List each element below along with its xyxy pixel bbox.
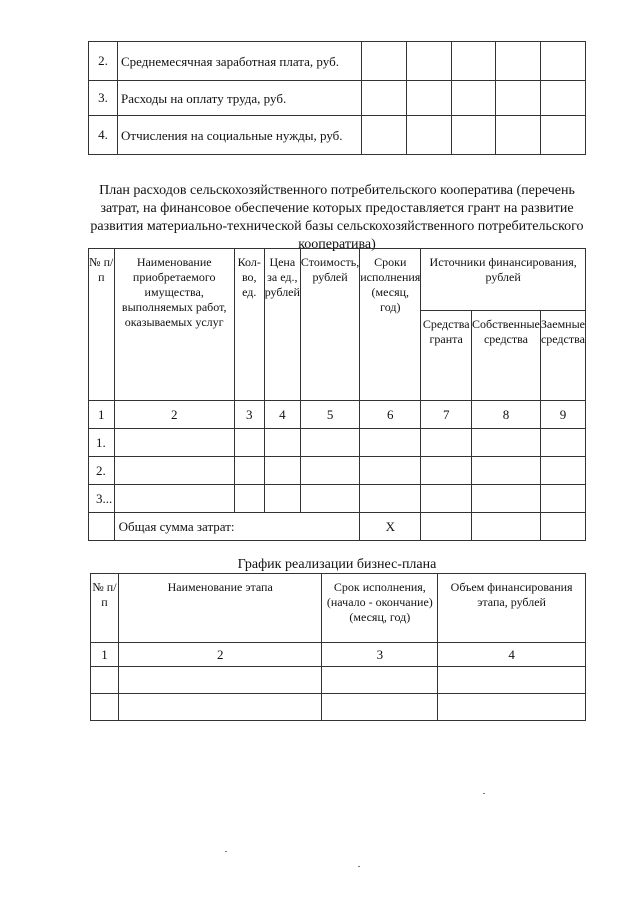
table-cell	[421, 485, 472, 513]
table-row	[89, 116, 586, 155]
table-cell	[362, 81, 407, 116]
table-cell	[406, 116, 451, 155]
column-index: 3	[234, 401, 264, 429]
plan-title: План расходов сельскохозяйственного потребительского кооператива (перечень затрат, на финансовое обеспечение которых предоставляется грант на развитие развития материально-технической базы сельскохозяйственного потребительского кооператива)	[90, 183, 584, 252]
scan-speck	[225, 851, 227, 852]
table-cell	[264, 485, 300, 513]
table-cell	[541, 116, 586, 155]
plan-table	[88, 248, 586, 541]
table-cell	[322, 694, 438, 721]
table-cell	[114, 457, 234, 485]
total-row	[89, 513, 586, 541]
table-row	[91, 667, 586, 694]
scan-speck	[483, 793, 485, 794]
column-index-row	[91, 643, 586, 667]
row-label: Отчисления на социальные нужды, руб.	[118, 116, 362, 155]
header-num: № п/п	[89, 249, 115, 401]
table-cell	[300, 485, 359, 513]
table-cell	[362, 116, 407, 155]
table-cell	[421, 457, 472, 485]
table-cell	[118, 667, 322, 694]
table-cell	[91, 667, 119, 694]
header-own: Собственные средства	[472, 311, 541, 401]
table-cell	[451, 42, 496, 81]
table-cell	[472, 485, 541, 513]
table-row	[89, 485, 586, 513]
header-sources: Источники финансирования, рублей	[421, 249, 586, 311]
table-cell	[540, 429, 585, 457]
column-index: 3	[322, 643, 438, 667]
header-borrowed: Заемные средства	[540, 311, 585, 401]
column-index-row	[89, 401, 586, 429]
table-cell	[360, 485, 421, 513]
column-index: 1	[89, 401, 115, 429]
column-index: 8	[472, 401, 541, 429]
row-number: 3...	[89, 485, 115, 513]
column-index: 1	[91, 643, 119, 667]
table-row	[89, 81, 586, 116]
column-index: 2	[114, 401, 234, 429]
row-number: 4.	[89, 116, 118, 155]
row-number: 2.	[89, 457, 115, 485]
header-price: Цена за ед., рублей	[264, 249, 300, 401]
table-cell	[91, 694, 119, 721]
header-num: № п/п	[91, 574, 119, 643]
header-qty: Кол-во, ед.	[234, 249, 264, 401]
column-index: 6	[360, 401, 421, 429]
table-cell	[421, 429, 472, 457]
table-row	[91, 694, 586, 721]
column-index: 4	[438, 643, 586, 667]
header-terms: Сроки исполнения (месяц, год)	[360, 249, 421, 401]
table-cell	[496, 42, 541, 81]
header-cost: Стоимость, рублей	[300, 249, 359, 401]
table-cell	[496, 116, 541, 155]
schedule-title: График реализации бизнес-плана	[237, 557, 437, 572]
table-cell	[406, 81, 451, 116]
table-cell	[451, 116, 496, 155]
table-cell	[421, 513, 472, 541]
table-cell	[300, 457, 359, 485]
table-row	[89, 42, 586, 81]
table-cell	[264, 429, 300, 457]
table-cell	[89, 513, 115, 541]
row-number: 2.	[89, 42, 118, 81]
column-index: 5	[300, 401, 359, 429]
row-label: Среднемесячная заработная плата, руб.	[118, 42, 362, 81]
table-cell	[540, 457, 585, 485]
column-index: 4	[264, 401, 300, 429]
row-number: 1.	[89, 429, 115, 457]
column-index: 9	[540, 401, 585, 429]
table-cell	[360, 457, 421, 485]
table-cell	[322, 667, 438, 694]
table-cell	[406, 42, 451, 81]
header-grant: Средства гранта	[421, 311, 472, 401]
table-cell	[541, 42, 586, 81]
table-cell	[300, 429, 359, 457]
table-cell	[118, 694, 322, 721]
schedule-table	[90, 573, 586, 721]
table-cell	[362, 42, 407, 81]
table-cell	[438, 694, 586, 721]
scan-speck	[358, 866, 360, 867]
table-cell	[472, 429, 541, 457]
table-cell	[472, 457, 541, 485]
table-cell	[438, 667, 586, 694]
total-mark: X	[360, 513, 421, 541]
total-label: Общая сумма затрат:	[114, 513, 360, 541]
table-cell	[472, 513, 541, 541]
table-cell	[451, 81, 496, 116]
header-term: Срок исполнения, (начало - окончание) (месяц, год)	[322, 574, 438, 643]
table-cell	[234, 429, 264, 457]
table-row	[89, 457, 586, 485]
table-cell	[114, 429, 234, 457]
indicators-table	[88, 41, 586, 155]
table-cell	[234, 457, 264, 485]
table-header-row	[91, 574, 586, 643]
table-cell	[496, 81, 541, 116]
table-cell	[234, 485, 264, 513]
table-cell	[541, 81, 586, 116]
header-stage: Наименование этапа	[118, 574, 322, 643]
row-number: 3.	[89, 81, 118, 116]
header-volume: Объем финансирования этапа, рублей	[438, 574, 586, 643]
table-header-row	[89, 249, 586, 311]
table-row	[89, 429, 586, 457]
table-cell	[114, 485, 234, 513]
table-cell	[360, 429, 421, 457]
column-index: 7	[421, 401, 472, 429]
row-label: Расходы на оплату труда, руб.	[118, 81, 362, 116]
column-index: 2	[118, 643, 322, 667]
table-cell	[540, 513, 585, 541]
table-cell	[264, 457, 300, 485]
header-name: Наименование приобретаемого имущества, выполняемых работ, оказываемых услуг	[114, 249, 234, 401]
table-cell	[540, 485, 585, 513]
